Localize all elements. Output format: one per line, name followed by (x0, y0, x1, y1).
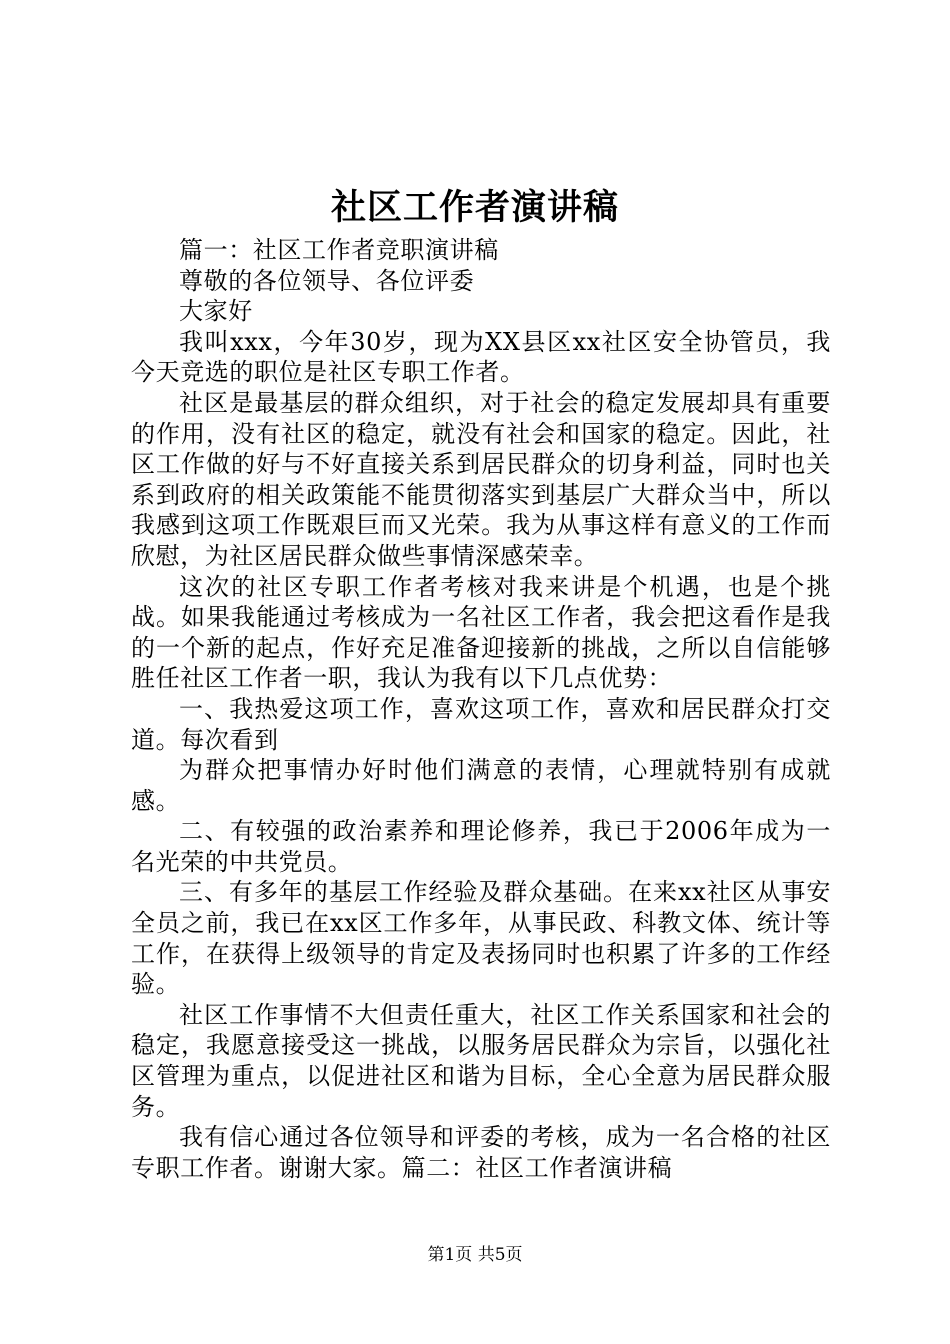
paragraph: 一、我热爱这项工作，喜欢这项工作，喜欢和居民群众打交道。每次看到 (131, 694, 831, 754)
greeting: 大家好 (179, 297, 253, 326)
paragraph: 我叫xxx，今年30岁，现为XX县区xx社区安全协管员，我今天竞选的职位是社区专职工作者。 (131, 327, 831, 387)
paragraph: 我有信心通过各位领导和评委的考核，成为一名合格的社区专职工作者。谢谢大家。篇二：社区工作者演讲稿 (131, 1123, 831, 1182)
page-number-footer: 第1页 共5页 (427, 1245, 523, 1265)
paragraph: 二、有较强的政治素养和理论修养，我已于2006年成为一名光荣的中共党员。 (131, 817, 831, 876)
paragraph: 三、有多年的基层工作经验及群众基础。在来xx社区从事安全员之前，我已在xx区工作多年，从事民政、科教文体、统计等工作，在获得上级领导的肯定及表扬同时也积累了许多的工作经验。 (131, 878, 831, 999)
section-heading: 篇一：社区工作者竞职演讲稿 (179, 236, 499, 264)
salutation: 尊敬的各位领导、各位评委 (179, 266, 475, 295)
document-body (131, 235, 831, 1183)
paragraph: 这次的社区专职工作者考核对我来讲是个机遇，也是个挑战。如果我能通过考核成为一名社区工作者，我会把这看作是我的一个新的起点，作好充足准备迎接新的挑战，之所以自信能够胜任社区工作者一职，我认为我有以下几点优势： (131, 572, 831, 693)
document-title: 社区工作者演讲稿 (330, 187, 619, 228)
paragraph: 为群众把事情办好时他们满意的表情，心理就特别有成就感。 (131, 756, 831, 815)
paragraph: 社区工作事情不大但责任重大，社区工作关系国家和社会的稳定，我愿意接受这一挑战，以服务居民群众为宗旨，以强化社区管理为重点，以促进社区和谐为目标，全心全意为居民群众服务。 (131, 1000, 831, 1121)
paragraph: 社区是最基层的群众组织，对于社会的稳定发展却具有重要的作用，没有社区的稳定，就没有社会和国家的稳定。因此，社区工作做的好与不好直接关系到居民群众的切身利益，同时也关系到政府的相关政策能不能贯彻落实到基层广大群众当中，所以我感到这项工作既艰巨而又光荣。我为从事这样有意义的工作而欣慰，为社区居民群众做些事情深感荣幸。 (131, 388, 831, 570)
